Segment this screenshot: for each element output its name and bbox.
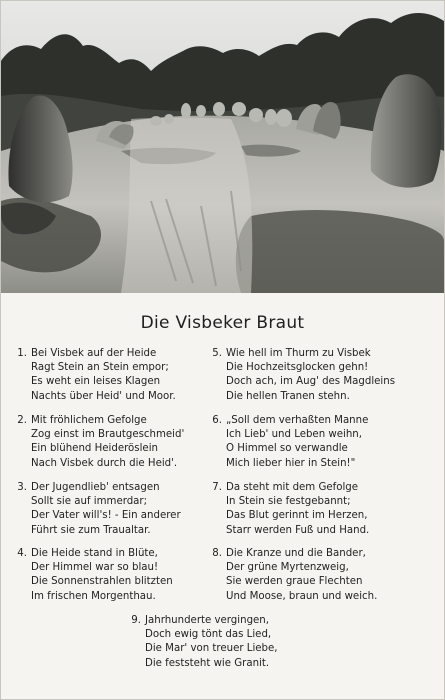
verse-line: Führt sie zum Traualtar. [31, 524, 151, 536]
verse-line: Ich Lieb' und Leben weihn, [226, 429, 362, 441]
stanza-number: 4. [17, 548, 27, 559]
verse-line: Der grüne Myrtenzweig, [226, 562, 349, 574]
verse-line: Nach Visbek durch die Heid'. [31, 457, 178, 469]
stanza-9 [129, 614, 278, 671]
stanza-1 [15, 347, 176, 404]
stanza-8 [210, 547, 377, 604]
verse-line: Nachts über Heid' und Moor. [31, 390, 176, 402]
verse-line: Mich lieber hier in Stein!" [226, 457, 356, 469]
verse-line: Die Kranze und die Bander, [226, 548, 366, 559]
verse-line: Ragt Stein an Stein empor; [31, 362, 169, 374]
verse-line: Doch ach, im Aug' des Magdleins [226, 376, 396, 388]
verse-line: Starr werden Fuß und Hand. [226, 524, 370, 536]
stanza-4 [15, 547, 173, 604]
verse-line: Doch ewig tönt das Lied, [145, 629, 272, 641]
verse-line: Die Sonnenstrahlen blitzten [31, 576, 173, 588]
stanza-number: 7. [212, 482, 222, 493]
stanza-7 [210, 481, 369, 538]
verse-line: Das Blut gerinnt im Herzen, [226, 510, 368, 522]
stanza-number: 8. [212, 548, 222, 559]
verse-line: In Stein sie festgebannt; [226, 496, 351, 508]
poem-title: Die Visbeker Braut [140, 313, 305, 333]
stanza-5 [210, 347, 395, 404]
verse-line: Der Himmel war so blau! [31, 562, 159, 574]
verse-line: Es weht ein leises Klagen [31, 376, 161, 388]
verse-line: Die Heide stand in Blüte, [31, 548, 158, 559]
verse-line: Sie werden graue Flechten [226, 576, 363, 588]
verse-line: Bei Visbek auf der Heide [31, 348, 157, 359]
verse-line: Ein blühend Heideröslein [31, 443, 158, 455]
megalith-photo [1, 1, 444, 293]
stanza-number: 3. [17, 482, 27, 493]
verse-line: „Soll dem verhaßten Manne [226, 415, 369, 426]
stanza-3 [15, 481, 181, 538]
verse-line: Und Moose, braun und weich. [226, 590, 378, 602]
verse-line: Wie hell im Thurm zu Visbek [226, 348, 371, 359]
stanza-6 [210, 414, 368, 471]
verse-line: Der Jugendlieb' entsagen [31, 482, 160, 493]
verse-line: Mit fröhlichem Gefolge [31, 415, 147, 426]
verse-line: Die Mar' von treuer Liebe, [145, 643, 278, 655]
verse-line: Der Vater will's! - Ein anderer [31, 510, 181, 522]
verse-line: Die Hochzeitsglocken gehn! [226, 362, 369, 374]
verse-line: Im frischen Morgenthau. [31, 590, 156, 602]
verse-line: Sollt sie auf immerdar; [31, 496, 148, 508]
stanza-number: 1. [17, 348, 27, 359]
verse-line: Die feststeht wie Granit. [145, 657, 270, 669]
stanza-2 [15, 414, 184, 471]
stanza-number: 2. [17, 415, 27, 426]
stanza-number: 9. [131, 615, 141, 626]
verse-line: Zog einst im Brautgeschmeid' [31, 429, 185, 441]
verse-line: Da steht mit dem Gefolge [226, 482, 359, 493]
stanza-number: 6. [212, 415, 222, 426]
verse-line: Die hellen Tranen stehn. [226, 390, 350, 402]
verse-line: Jahrhunderte vergingen, [145, 615, 269, 626]
verse-line: O Himmel so verwandle [226, 443, 348, 455]
stanza-number: 5. [212, 348, 222, 359]
